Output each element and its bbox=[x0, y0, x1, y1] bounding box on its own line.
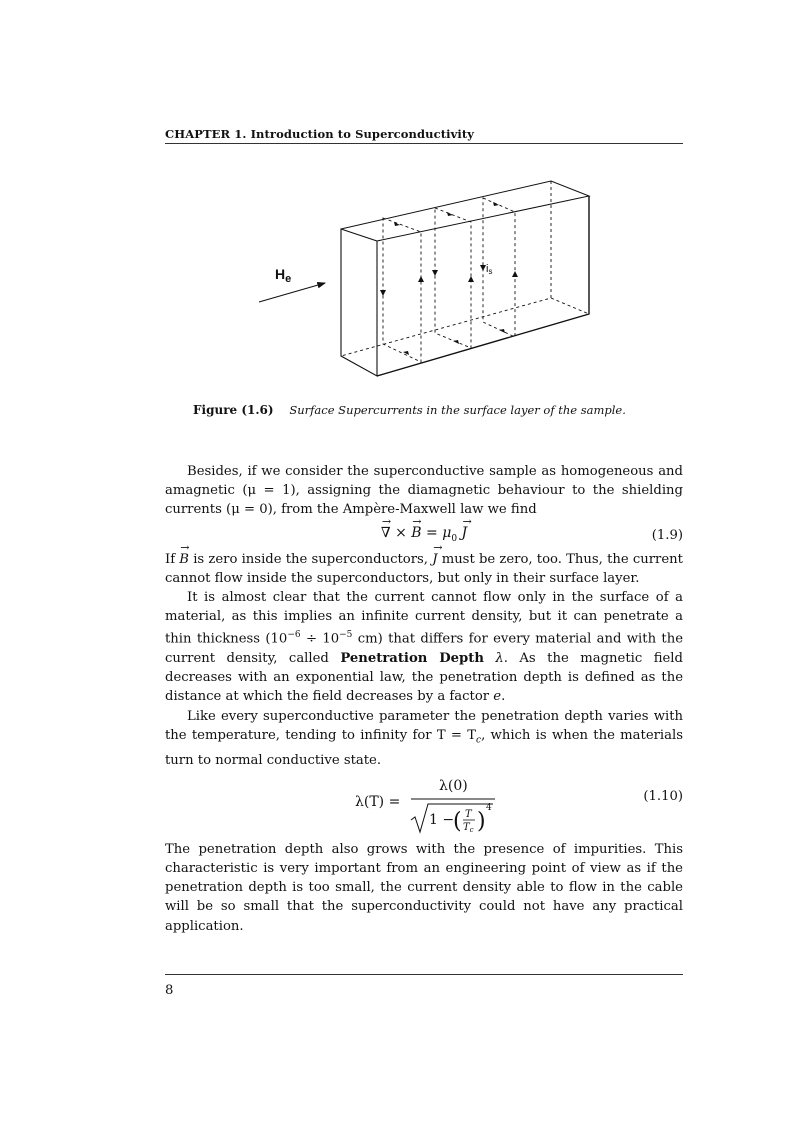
figure-diagram bbox=[253, 176, 593, 382]
figure-supercurrents bbox=[253, 176, 593, 382]
eq-b-vector: → B bbox=[411, 524, 421, 543]
page-number: 8 bbox=[165, 983, 174, 998]
eq2-lparen: ( bbox=[453, 808, 462, 834]
p3-end: . bbox=[501, 689, 506, 705]
p2-mid: is zero inside the superconductors, bbox=[193, 551, 428, 567]
p4-part1: Like every superconductive parameter the penetration depth varies with the temperature, tending to infinity for T = T bbox=[165, 708, 683, 743]
eq2-rparen: ) bbox=[477, 808, 486, 834]
eq-equals-mu: = μ bbox=[426, 524, 452, 541]
eq2-tc: T bbox=[463, 821, 470, 833]
paragraph-1: Besides, if we consider the superconductive sample as homogeneous and amagnetic (μ = 1), assigning the diamagnetic behaviour to the shielding currents (μ = 0), from the Ampère-Maxwell law we find bbox=[165, 464, 683, 518]
equation-1-9-body bbox=[165, 524, 683, 549]
eq2-power: 4 bbox=[486, 802, 492, 813]
p4-sub: c bbox=[476, 735, 482, 746]
eq2-one-minus: 1 − bbox=[429, 811, 455, 828]
equation-1-9 bbox=[165, 520, 683, 550]
paragraph-2 bbox=[165, 550, 683, 588]
eq2-t: T bbox=[465, 808, 472, 820]
p3-part1: It is almost clear that the current cannot flow only in the surface of a material, as this implies an infinite current density, but it can penetrate a thin thickness (10 bbox=[165, 590, 683, 647]
paragraph-4 bbox=[165, 707, 683, 770]
p2-j-vector: → J bbox=[432, 550, 437, 569]
eq-times: × bbox=[395, 524, 407, 541]
p3-bold-term: Penetration Depth bbox=[340, 651, 484, 667]
svg-text:Tc bbox=[463, 822, 474, 834]
equation-number-1-9: (1.9) bbox=[651, 527, 683, 543]
eq2-lhs: λ(T) = bbox=[355, 793, 401, 810]
p3-part2: cm) that differs for every material and with the current density, called bbox=[165, 631, 683, 667]
slab-hidden-edges bbox=[341, 181, 589, 356]
field-arrow bbox=[259, 283, 325, 302]
slab-front-face bbox=[341, 229, 377, 376]
p3-lambda: λ bbox=[483, 651, 504, 667]
p3-exp2: −5 bbox=[339, 630, 353, 641]
caption-text: Surface Supercurrents in the surface layer of the sample. bbox=[289, 403, 626, 417]
current-label: is bbox=[486, 263, 493, 276]
slab-top-face bbox=[341, 181, 589, 241]
figure-caption bbox=[193, 403, 683, 417]
equation-number-1-10: (1.10) bbox=[643, 788, 683, 804]
eq2-numerator: λ(0) bbox=[439, 777, 468, 794]
footer-rule bbox=[165, 974, 683, 975]
caption-label: Figure (1.6) bbox=[193, 403, 274, 417]
equation-1-10-body bbox=[165, 772, 683, 836]
page bbox=[165, 0, 683, 1123]
p2-if: If bbox=[165, 551, 176, 567]
p2-rest: must be zero, too. Thus, the current cannot flow inside the superconductors, but only in their surface layer. bbox=[165, 551, 683, 586]
p3-div: ÷ 10 bbox=[300, 631, 340, 647]
eq-j-vector: → J bbox=[462, 524, 468, 543]
equation-1-10 bbox=[165, 772, 683, 836]
current-loops bbox=[383, 198, 515, 362]
p3-e: e bbox=[493, 689, 502, 705]
p3-exp1: −6 bbox=[287, 630, 301, 641]
header-rule bbox=[165, 143, 683, 144]
p4-part2: , which is when the materials turn to normal conductive state. bbox=[165, 727, 683, 768]
field-label: $H_e$ bbox=[275, 266, 292, 285]
body-text bbox=[165, 462, 683, 936]
p3-part3: . As the magnetic field decreases with an exponential law, the penetration depth is defined as the distance at which the field decreases by a factor bbox=[165, 651, 683, 705]
eq2-tc-sub: c bbox=[469, 825, 474, 834]
paragraph-3 bbox=[165, 588, 683, 707]
paragraph-5: The penetration depth also grows with the presence of impurities. This characteristic is very important from an engineering point of view as if the penetration depth is too small, the current density able to flow in the cable will be so small that the superconductivity could not have any practical application. bbox=[165, 841, 683, 934]
running-head: CHAPTER 1. Introduction to Superconductivity bbox=[165, 127, 475, 141]
eq-mu-sub: 0 bbox=[451, 533, 458, 544]
eq-nabla: → ∇ bbox=[381, 524, 391, 543]
p2-b-vector: → B bbox=[179, 550, 189, 569]
